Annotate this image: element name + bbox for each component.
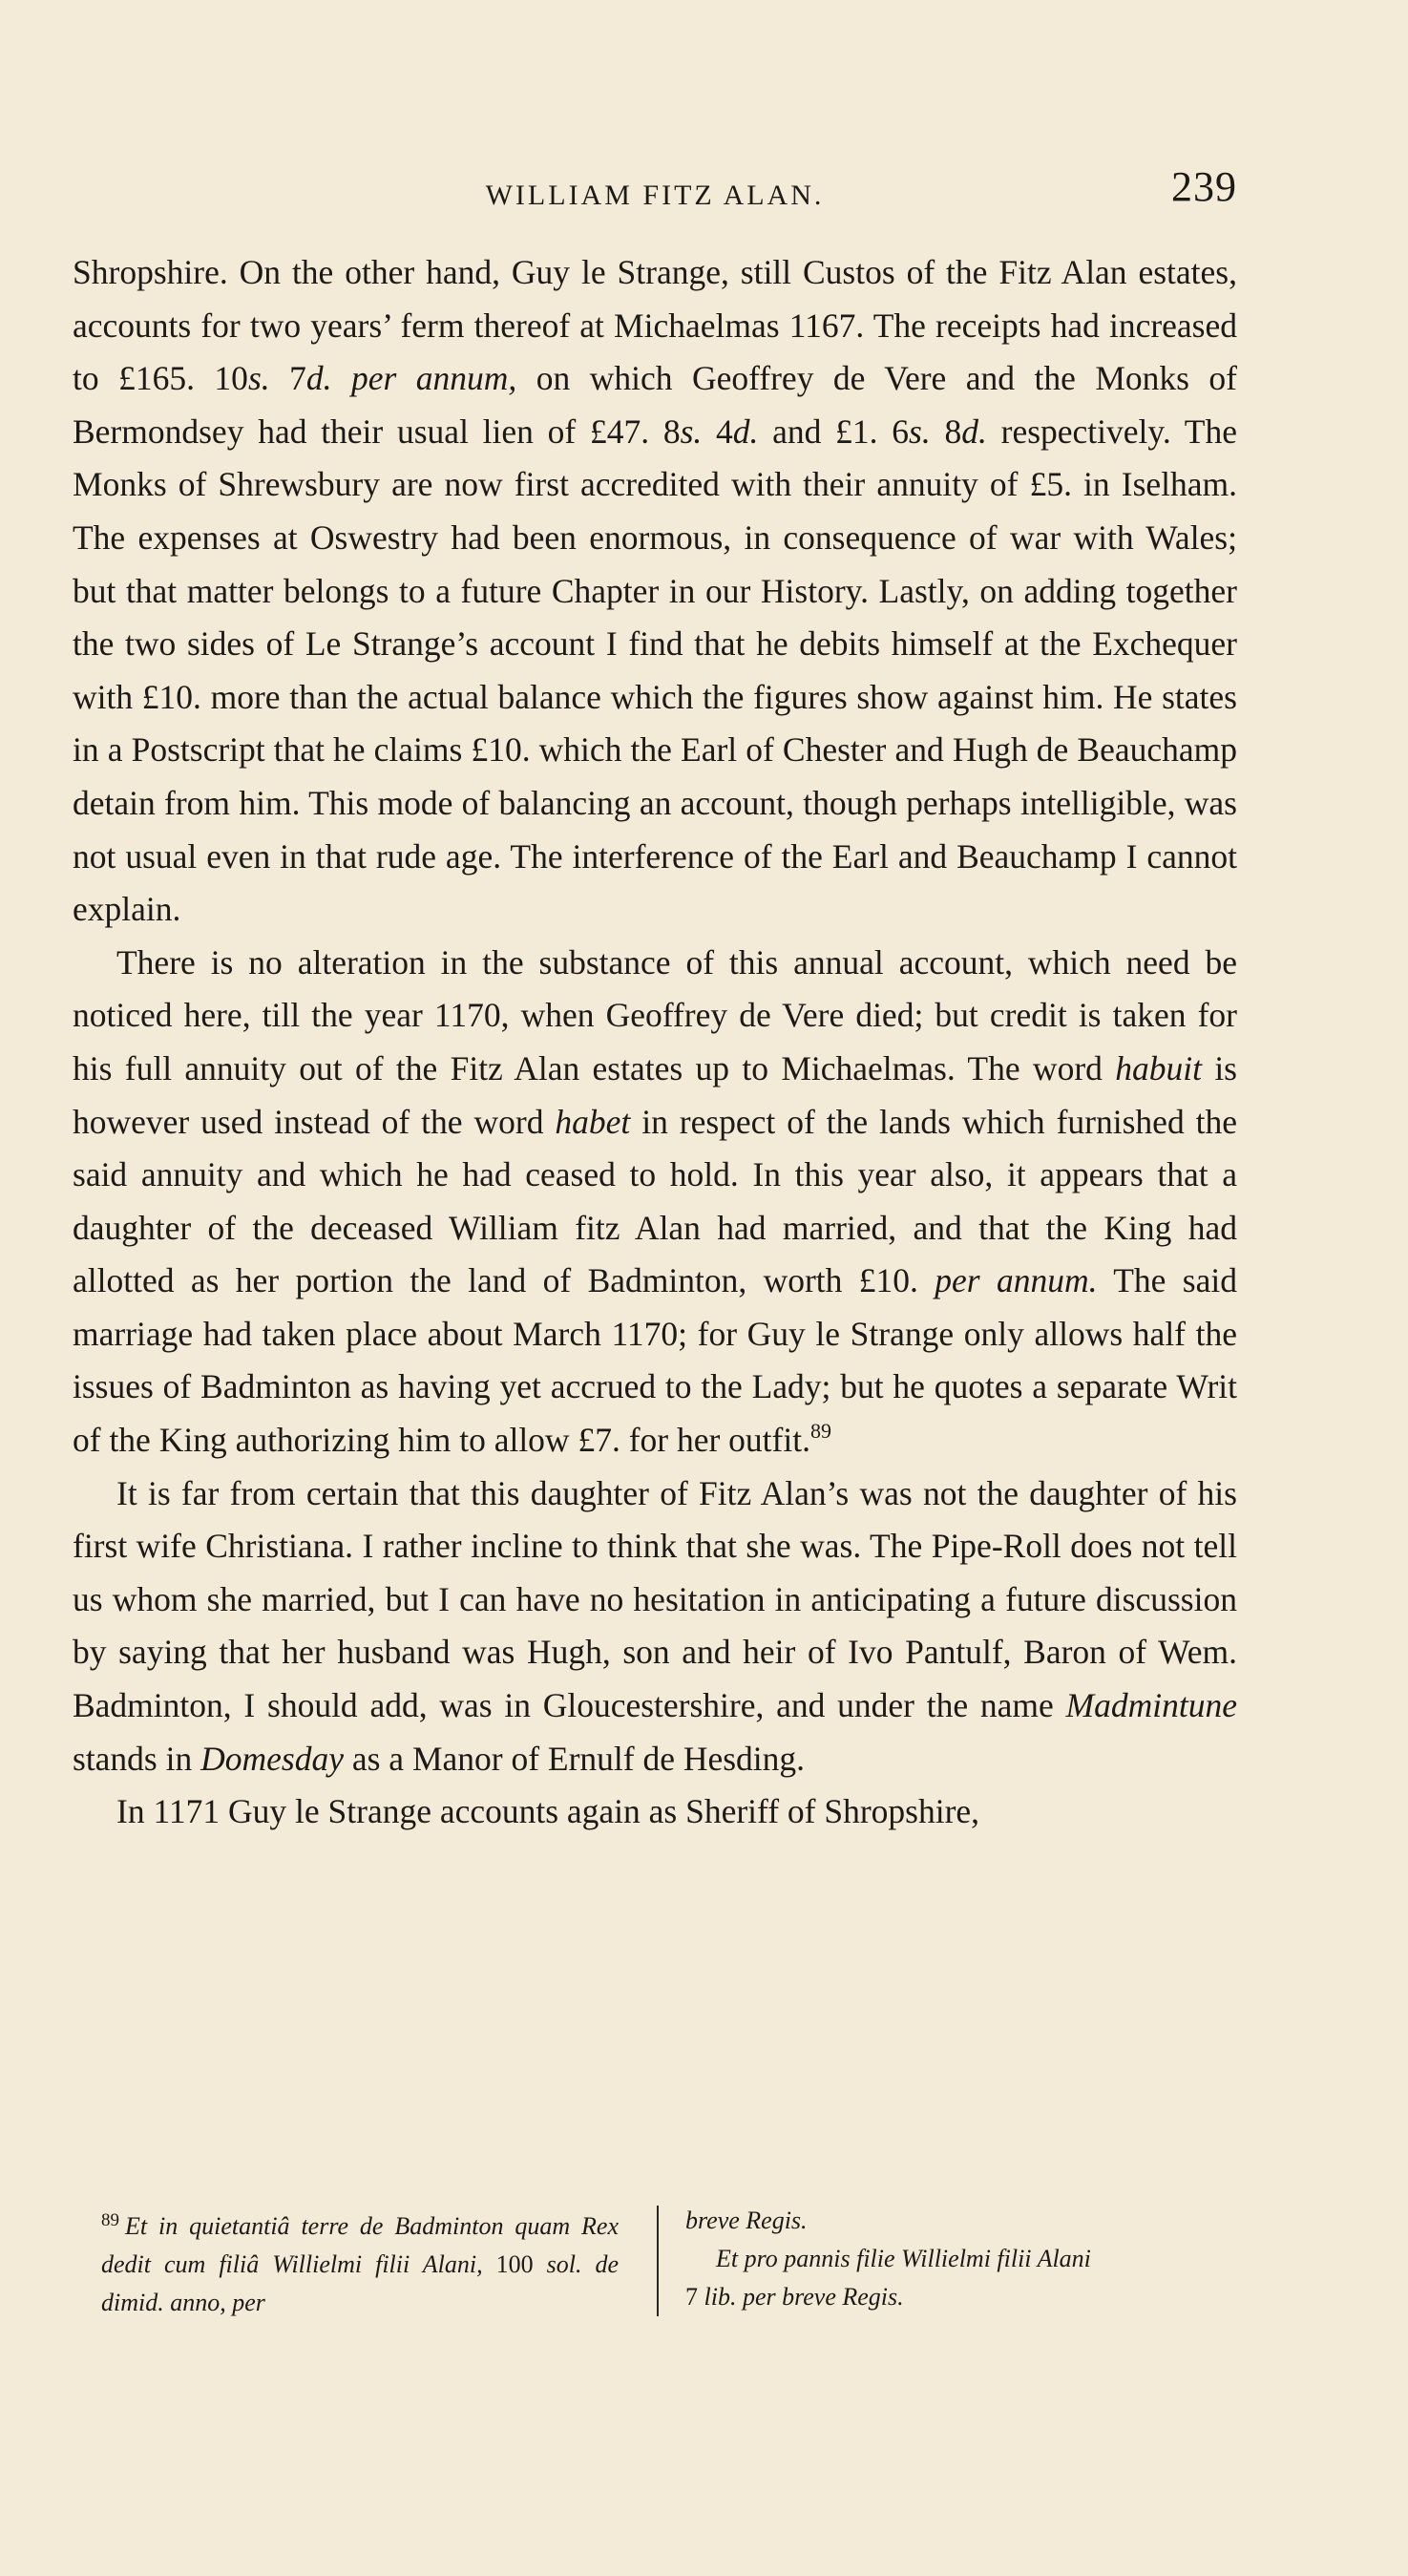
p1-text-c xyxy=(332,359,351,397)
footnote-right-line-1: breve Regis. xyxy=(685,2206,808,2234)
p2-text-b: is however used instead of the word xyxy=(73,1048,1237,1141)
p1-text-e: 4 xyxy=(702,412,733,451)
footnote-reference[interactable]: 89 xyxy=(809,1419,831,1444)
p2-text-c: in respect of the lands which furnished the said annuity and which he had ceased to hold. In this year also, it appears that a daughter of the deceased William fitz Alan had married, and that the King had allotted as her portion the land of Badminton, worth £10. xyxy=(73,1102,1237,1300)
running-title: WILLIAM FITZ ALAN. xyxy=(485,179,825,211)
footnotes xyxy=(101,2202,1237,2316)
p1-pence-2: d. xyxy=(732,412,759,451)
p1-shillings-3: s. xyxy=(909,412,931,451)
p1-text-a: Shropshire. On the other hand, Guy le Strange, still Custos of the Fitz Alan estates, accounts for two years’ ferm thereof at Michaelmas 1167. The receipts had increased to £165. 10 xyxy=(73,253,1237,398)
p3-text-b: stands in xyxy=(73,1739,201,1778)
p1-text-f: and £1. 6 xyxy=(758,412,910,451)
p1-text-b: 7 xyxy=(269,359,306,398)
p3-domesday: Domesday xyxy=(200,1739,344,1778)
p1-text-h: respectively. The Monks of Shrewsbury are now first accredited with their annuity of £5. in Iselham. The expenses at Oswestry had been enormous, in consequence of war with Wales; but that matter belongs to a future Chapter in our History. Lastly, on adding together the two sides of Le Strange’s account I find that he debits himself at the Exchequer with £10. more than the actual balance which the figures show against him. He states in a Postscript that he claims £10. which the Earl of Chester and Hugh de Beauchamp detain from him. This mode of balancing an account, though perhaps intelligible, was not usual even in that rude age. The interference of the Earl and Beauchamp I cannot explain. xyxy=(73,412,1237,929)
p3-madmintune: Madmintune xyxy=(1065,1686,1237,1725)
body-text xyxy=(73,246,1237,1839)
p1-text-d: on which Geoffrey de Vere and the Monks of Bermondsey had their usual lien of £47. 8 xyxy=(73,359,1238,451)
footnote-left-text-b: sol. de dimid. anno, per xyxy=(101,2250,619,2316)
footnote-column-divider xyxy=(657,2206,659,2316)
p2-habuit: habuit xyxy=(1115,1048,1202,1087)
p3-text-c: as a Manor of Ernulf de Hesding. xyxy=(343,1739,806,1778)
footnote-right-line-3 xyxy=(685,2278,1237,2316)
p1-text-g: 8 xyxy=(930,412,962,451)
paragraph-3 xyxy=(73,1467,1237,1786)
p2-text-d: The said marriage had taken place about March 1170; for Guy le Strange only allows half the issues of Badminton as having yet accrued to the Lady; but he quotes a separate Writ of the King authorizing him to allow £7. for her outfit. xyxy=(73,1261,1237,1460)
paragraph-4 xyxy=(73,1785,1237,1839)
footnote-column-left xyxy=(101,2202,619,2322)
footnote-number: 89 xyxy=(101,2210,119,2230)
p2-text-a: There is no alteration in the substance of this annual account, which need be noticed here, till the year 1170, when Geoffrey de Vere died; but credit is taken for his full annuity out of the Fitz Alan estates up to Michaelmas. The word xyxy=(73,942,1237,1087)
page-header xyxy=(73,162,1237,220)
paragraph-2 xyxy=(73,937,1237,1467)
footnote-right-line-2: Et pro pannis filie Willielmi filii Alani xyxy=(716,2245,1091,2272)
footnote-right-text: lib. per breve Regis. xyxy=(698,2283,904,2311)
p1-shillings-1: s. xyxy=(247,359,270,398)
p4-text-a: In 1171 Guy le Strange accounts again as Sheriff of Shropshire, xyxy=(116,1792,980,1831)
footnote-column-right xyxy=(685,2202,1237,2316)
page-number: 239 xyxy=(1171,163,1237,210)
footnote-left-text-a: Et in quietantiâ terre de Badminton quam Rex dedit cum filiâ Willielmi filii Alani, xyxy=(101,2212,619,2278)
p3-text-a: It is far from certain that this daughter of Fitz Alan’s was not the daughter of his first wife Christiana. I rather incline to think that she was. The Pipe-Roll does not tell us whom she married, but I can have no hesitation in anticipating a future discussion by saying that her husband was Hugh, son and heir of Ivo Pantulf, Baron of Wem. Badminton, I should add, was in Gloucestershire, and under the name xyxy=(73,1473,1237,1725)
footnote-right-number: 7 xyxy=(685,2283,698,2311)
p1-per-annum: per annum, xyxy=(350,359,517,398)
p2-habet: habet xyxy=(555,1102,631,1141)
p2-per-annum: per annum. xyxy=(935,1261,1098,1300)
p1-pence-1: d. xyxy=(305,359,332,398)
paragraph-1 xyxy=(73,246,1237,937)
p1-pence-3: d. xyxy=(961,412,987,451)
p1-shillings-2: s. xyxy=(680,412,703,451)
footnote-left-number: 100 xyxy=(495,2250,534,2278)
